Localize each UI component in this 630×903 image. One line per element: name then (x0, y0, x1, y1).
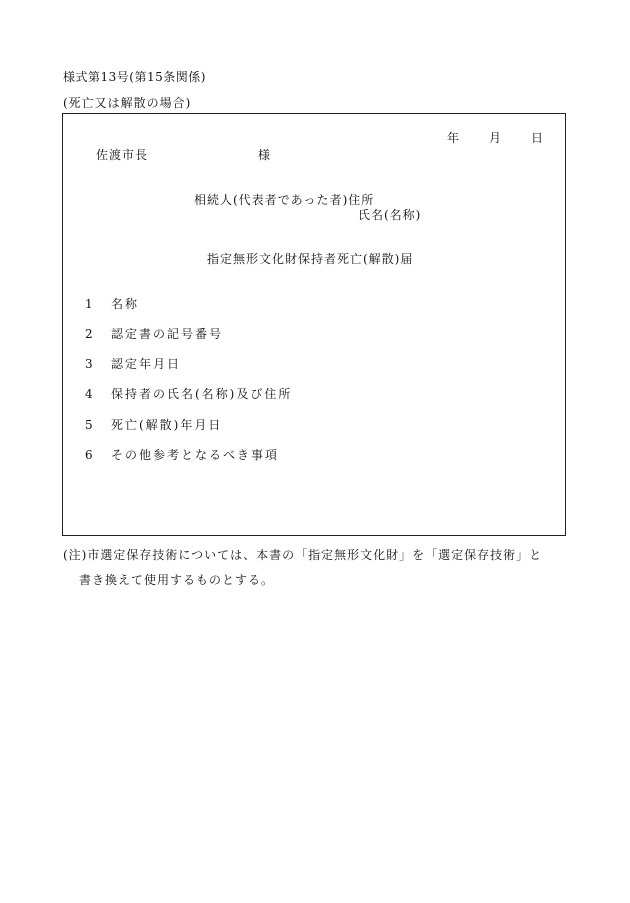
item-label: 認定書の記号番号 (111, 327, 224, 341)
date-line (447, 129, 543, 146)
date-month-label: 月 (488, 131, 501, 145)
item-number: 1 (85, 297, 95, 311)
addressee-honorific: 様 (258, 148, 272, 162)
item-label: 認定年月日 (111, 357, 182, 371)
list-item (85, 416, 222, 433)
list-item (85, 325, 223, 342)
addressee (96, 146, 271, 163)
note-line-1: (注)市選定保存技術については、本書の「指定無形文化財」を「選定保存技術」と (63, 548, 543, 562)
item-number: 5 (85, 418, 95, 432)
form-box (62, 113, 566, 536)
item-number: 3 (85, 357, 95, 371)
item-label: 名称 (111, 297, 140, 311)
item-label: その他参考となるべき事項 (111, 448, 280, 462)
item-label: 死亡(解散)年月日 (111, 418, 223, 432)
date-year-label: 年 (446, 131, 459, 145)
date-day-label: 日 (530, 131, 543, 145)
item-label: 保持者の氏名(名称)及び住所 (111, 387, 293, 401)
list-item (85, 446, 279, 463)
note-line-2: 書き換えて使用するものとする。 (79, 573, 275, 587)
applicant-name-label: 氏名(名称) (358, 208, 422, 222)
item-number: 4 (85, 387, 95, 401)
form-subtitle: (死亡又は解散の場合) (63, 96, 192, 110)
form-number: 様式第13号(第15条関係) (63, 70, 206, 84)
list-item (85, 295, 139, 312)
applicant-address-label: 相続人(代表者であった者)住所 (194, 193, 375, 207)
list-item (85, 385, 292, 402)
item-number: 6 (85, 448, 95, 462)
addressee-name: 佐渡市長 (96, 148, 149, 162)
list-item (85, 355, 181, 372)
item-number: 2 (85, 327, 95, 341)
form-title: 指定無形文化財保持者死亡(解散)届 (207, 252, 414, 266)
